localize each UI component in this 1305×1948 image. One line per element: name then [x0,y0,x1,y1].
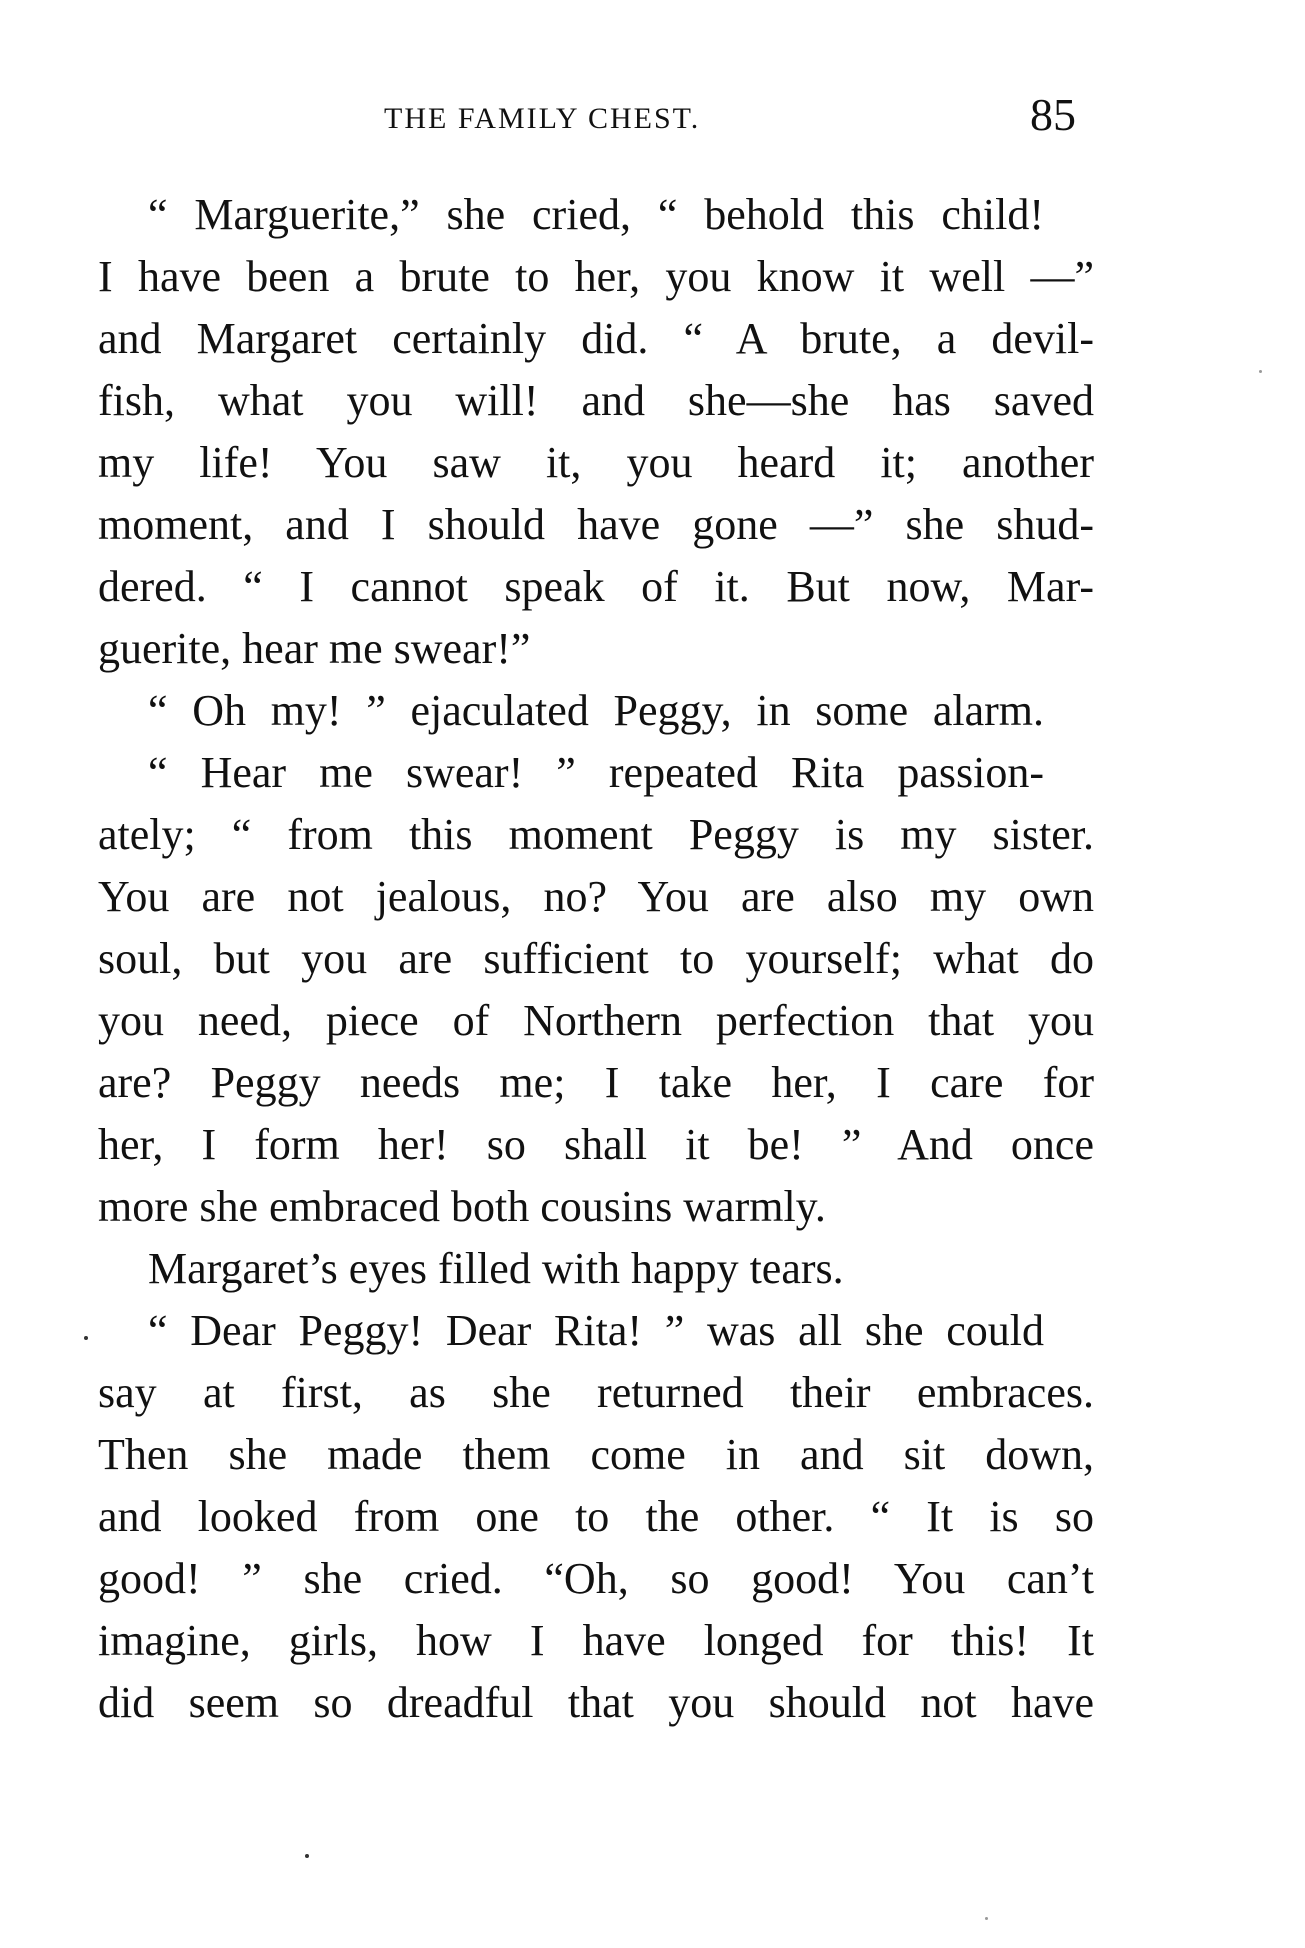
print-speck [84,1336,88,1340]
text-line: I have been a brute to her, you know it well —” [98,252,1094,301]
text-line: good! ” she cried. “Oh, so good! You can’t [98,1554,1094,1603]
text-line: moment, and I should have gone —” she shud- [98,500,1094,549]
body-text [98,184,1094,1734]
text-line: “ Oh my! ” ejaculated Peggy, in some alarm. [148,686,1044,735]
text-line: more she embraced both cousins warmly. [98,1182,826,1231]
text-line: are? Peggy needs me; I take her, I care for [98,1058,1094,1107]
text-line: imagine, girls, how I have longed for this! It [98,1616,1094,1665]
running-title: THE FAMILY CHEST. [384,102,701,135]
text-line: you need, piece of Northern perfection that you [98,996,1094,1045]
text-line: soul, but you are sufficient to yourself; what do [98,934,1094,983]
text-line: “ Hear me swear! ” repeated Rita passion- [148,748,1044,797]
text-line: and looked from one to the other. “ It is so [98,1492,1094,1541]
text-line: guerite, hear me swear!” [98,624,531,673]
text-line: my life! You saw it, you heard it; another [98,438,1094,487]
text-line: Then she made them come in and sit down, [98,1430,1094,1479]
text-line: her, I form her! so shall it be! ” And once [98,1120,1094,1169]
text-line: “ Marguerite,” she cried, “ behold this child! [148,190,1044,239]
text-line: did seem so dreadful that you should not have [98,1678,1094,1727]
text-line: dered. “ I cannot speak of it. But now, Mar- [98,562,1094,611]
text-line: and Margaret certainly did. “ A brute, a devil- [98,314,1094,363]
text-line: fish, what you will! and she—she has saved [98,376,1094,425]
text-line: You are not jealous, no? You are also my own [98,872,1094,921]
print-speck [985,1917,988,1920]
text-line: say at first, as she returned their embraces. [98,1368,1094,1417]
page-number: 85 [1030,89,1076,140]
text-line: Margaret’s eyes filled with happy tears. [148,1244,844,1293]
running-head [0,88,1305,148]
print-speck [1259,370,1262,373]
print-speck [305,1854,309,1858]
text-line: “ Dear Peggy! Dear Rita! ” was all she could [148,1306,1044,1355]
text-line: ately; “ from this moment Peggy is my sister. [98,810,1094,859]
